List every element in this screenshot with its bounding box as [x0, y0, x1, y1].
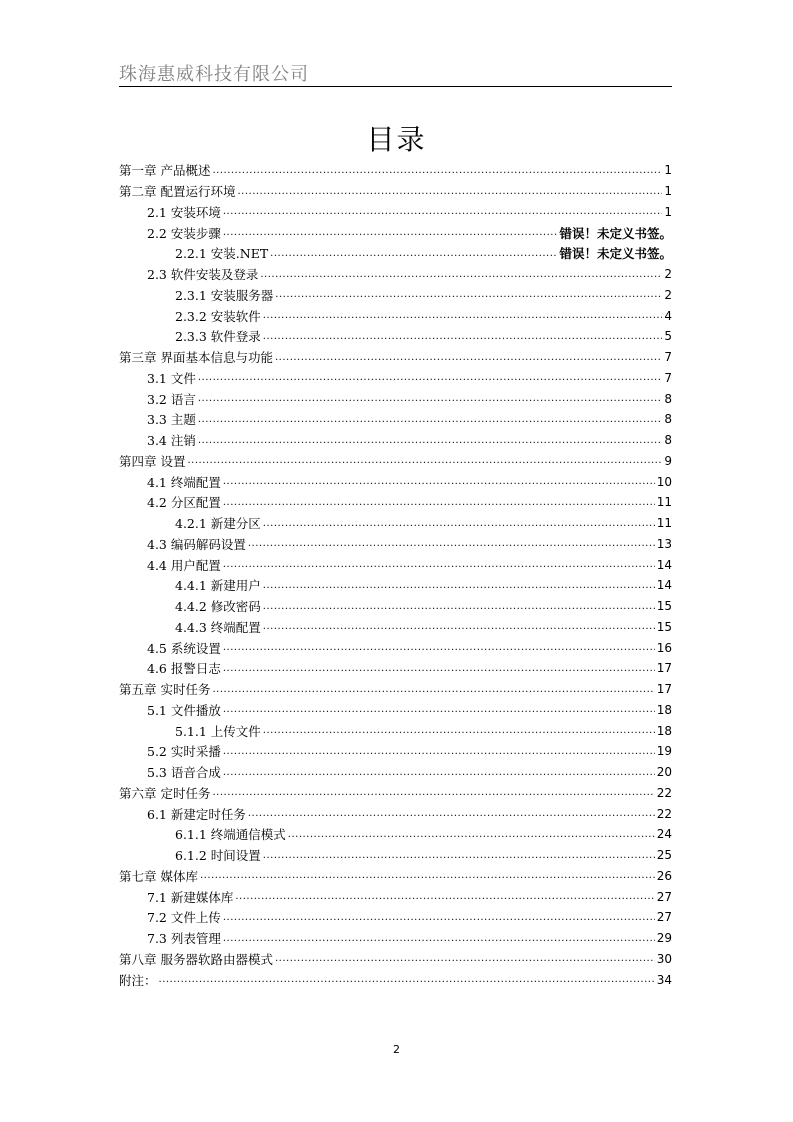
- toc-leader-dots: [200, 870, 655, 886]
- page-header: [119, 58, 672, 87]
- company-name: 珠海惠威科技有限公司: [119, 64, 309, 85]
- toc-leader-dots: [159, 974, 655, 990]
- toc-entry-page: 27: [656, 889, 672, 904]
- toc-leader-dots: [270, 248, 557, 264]
- toc-entry-label: 4.4.1 新建用户: [175, 578, 261, 594]
- toc-entry-bookmark-error: 错误！未定义书签。: [559, 225, 672, 241]
- toc-entry-label: 6.1 新建定时任务: [147, 806, 246, 822]
- toc-entry[interactable]: [119, 554, 672, 575]
- toc-entry-label: 第二章 配置运行环境: [119, 184, 236, 200]
- toc-entry[interactable]: [119, 928, 672, 949]
- toc-entry[interactable]: [119, 264, 672, 285]
- toc-entry[interactable]: [119, 181, 672, 202]
- toc-entry-page: 14: [656, 578, 672, 593]
- toc-entry[interactable]: [119, 471, 672, 492]
- toc-leader-dots: [198, 393, 663, 409]
- toc-entry-page: 13: [656, 536, 672, 551]
- toc-entry-page: 18: [656, 702, 672, 717]
- toc-entry[interactable]: [119, 783, 672, 804]
- toc-entry[interactable]: [119, 803, 672, 824]
- toc-entry-label: 3.3 主题: [147, 412, 196, 428]
- toc-entry-page: 7: [664, 370, 672, 385]
- toc-entry[interactable]: [119, 824, 672, 845]
- toc-entry[interactable]: [119, 368, 672, 389]
- toc-entry-label: 2.3.1 安装服务器: [175, 287, 274, 303]
- toc-entry[interactable]: [119, 409, 672, 430]
- toc-entry[interactable]: [119, 845, 672, 866]
- toc-entry-label: 第七章 媒体库: [119, 868, 198, 884]
- toc-entry-label: 5.3 语音合成: [147, 765, 221, 781]
- toc-entry-page: 30: [656, 951, 672, 966]
- toc-entry-page: 34: [656, 972, 672, 987]
- toc-leader-dots: [223, 933, 655, 949]
- toc-entry-label: 7.1 新建媒体库: [147, 889, 234, 905]
- toc-entry-page: 22: [656, 806, 672, 821]
- toc-leader-dots: [288, 829, 655, 845]
- toc-entry-page: 1: [664, 204, 672, 219]
- toc-entry-page: 22: [656, 785, 672, 800]
- toc-leader-dots: [223, 206, 663, 222]
- toc-entry[interactable]: [119, 596, 672, 617]
- toc-entry[interactable]: [119, 949, 672, 970]
- toc-leader-dots: [235, 891, 654, 907]
- toc-leader-dots: [223, 497, 655, 513]
- toc-entry[interactable]: [119, 886, 672, 907]
- toc-entry-page: 4: [664, 308, 672, 323]
- toc-entry[interactable]: [119, 305, 672, 326]
- toc-entry[interactable]: [119, 637, 672, 658]
- toc-entry-page: 8: [664, 391, 672, 406]
- toc-entry-label: 4.5 系统设置: [147, 640, 221, 656]
- toc-leader-dots: [275, 289, 662, 305]
- toc-entry[interactable]: [119, 700, 672, 721]
- toc-entry-page: 27: [656, 910, 672, 925]
- toc-entry[interactable]: [119, 326, 672, 347]
- toc-entry[interactable]: [119, 202, 672, 223]
- toc-leader-dots: [198, 414, 663, 430]
- toc-entry-page: 15: [656, 619, 672, 634]
- toc-entry[interactable]: [119, 160, 672, 181]
- toc-entry-label: 2.1 安装环境: [147, 204, 221, 220]
- toc-entry-label: 2.2.1 安装.NET: [175, 246, 269, 262]
- toc-entry-label: 4.2.1 新建分区: [175, 516, 261, 532]
- toc-leader-dots: [198, 435, 663, 451]
- page-number: 2: [393, 1043, 400, 1056]
- toc-leader-dots: [263, 580, 655, 596]
- toc-entry-label: 第三章 界面基本信息与功能: [119, 350, 273, 366]
- toc-leader-dots: [275, 352, 662, 368]
- toc-entry-label: 3.4 注销: [147, 433, 196, 449]
- toc-entry-page: 11: [656, 516, 672, 531]
- toc-entry-page: 8: [664, 433, 672, 448]
- toc-leader-dots: [263, 310, 663, 326]
- toc-entry-page: 10: [656, 474, 672, 489]
- toc-entry[interactable]: [119, 866, 672, 887]
- toc-leader-dots: [223, 642, 655, 658]
- toc-leader-dots: [263, 621, 655, 637]
- toc-entry-label: 3.1 文件: [147, 370, 196, 386]
- toc-entry[interactable]: [119, 451, 672, 472]
- toc-leader-dots: [237, 186, 662, 202]
- toc-entry-page: 8: [664, 412, 672, 427]
- toc-entry-page: 16: [656, 640, 672, 655]
- toc-leader-dots: [248, 538, 655, 554]
- toc-leader-dots: [223, 912, 655, 928]
- toc-entry[interactable]: [119, 679, 672, 700]
- toc-entry-label: 2.3.2 安装软件: [175, 308, 261, 324]
- toc-entry-label: 第六章 定时任务: [119, 785, 211, 801]
- toc-entry-label: 第四章 设置: [119, 453, 186, 469]
- toc-entry-label: 第五章 实时任务: [119, 682, 211, 698]
- toc-leader-dots: [212, 684, 654, 700]
- toc-leader-dots: [223, 476, 655, 492]
- toc-entry[interactable]: [119, 347, 672, 368]
- toc-entry[interactable]: [119, 388, 672, 409]
- toc-entry-label: 第一章 产品概述: [119, 163, 211, 179]
- toc-leader-dots: [223, 227, 558, 243]
- toc-entry-label: 5.1 文件播放: [147, 702, 221, 718]
- toc-leader-dots: [223, 767, 655, 783]
- toc-entry[interactable]: [119, 492, 672, 513]
- toc-entry-page: 5: [664, 329, 672, 344]
- toc-leader-dots: [187, 455, 662, 471]
- toc-entry-page: 29: [656, 931, 672, 946]
- toc-entry-label: 6.1.2 时间设置: [175, 848, 261, 864]
- toc-entry-page: 11: [656, 495, 672, 510]
- toc-entry-label: 7.3 列表管理: [147, 931, 221, 947]
- table-of-contents: [119, 160, 672, 990]
- toc-entry[interactable]: [119, 285, 672, 306]
- toc-leader-dots: [212, 165, 662, 181]
- toc-entry[interactable]: [119, 513, 672, 534]
- toc-entry-label: 3.2 语言: [147, 391, 196, 407]
- toc-entry[interactable]: [119, 907, 672, 928]
- toc-leader-dots: [263, 518, 655, 534]
- toc-leader-dots: [263, 331, 663, 347]
- toc-entry-label: 4.4.3 终端配置: [175, 619, 261, 635]
- toc-entry-page: 26: [656, 868, 672, 883]
- toc-entry-page: 14: [656, 557, 672, 572]
- toc-leader-dots: [263, 725, 655, 741]
- toc-entry-page: 24: [656, 827, 672, 842]
- toc-entry[interactable]: [119, 762, 672, 783]
- toc-entry[interactable]: [119, 617, 672, 638]
- toc-entry[interactable]: [119, 741, 672, 762]
- toc-entry-label: 4.2 分区配置: [147, 495, 221, 511]
- toc-leader-dots: [263, 850, 655, 866]
- toc-entry[interactable]: [119, 658, 672, 679]
- toc-leader-dots: [275, 953, 655, 969]
- toc-entry-label: 4.3 编码解码设置: [147, 536, 246, 552]
- toc-entry-page: 1: [664, 163, 672, 178]
- toc-entry-page: 7: [664, 350, 672, 365]
- toc-entry-page: 1: [664, 184, 672, 199]
- toc-leader-dots: [223, 559, 655, 575]
- toc-entry[interactable]: [119, 720, 672, 741]
- toc-entry[interactable]: [119, 222, 672, 243]
- toc-leader-dots: [260, 269, 662, 285]
- toc-entry-label: 附注：: [119, 972, 157, 988]
- toc-entry-label: 5.1.1 上传文件: [175, 723, 261, 739]
- toc-entry-page: 2: [664, 267, 672, 282]
- toc-entry-label: 7.2 文件上传: [147, 910, 221, 926]
- toc-entry-label: 2.3 软件安装及登录: [147, 267, 259, 283]
- toc-leader-dots: [212, 787, 654, 803]
- toc-entry-label: 4.4.2 修改密码: [175, 599, 261, 615]
- toc-entry-page: 17: [656, 682, 672, 697]
- toc-leader-dots: [223, 704, 655, 720]
- toc-entry[interactable]: [119, 534, 672, 555]
- toc-entry-page: 18: [656, 723, 672, 738]
- toc-leader-dots: [248, 808, 655, 824]
- toc-entry-page: 15: [656, 599, 672, 614]
- toc-leader-dots: [263, 601, 655, 617]
- toc-entry[interactable]: [119, 243, 672, 264]
- toc-entry-label: 2.2 安装步骤: [147, 225, 221, 241]
- toc-entry-label: 第八章 服务器软路由器模式: [119, 951, 273, 967]
- toc-entry-label: 2.3.3 软件登录: [175, 329, 261, 345]
- toc-leader-dots: [198, 372, 663, 388]
- toc-entry-label: 4.6 报警日志: [147, 661, 221, 677]
- toc-entry-label: 4.4 用户配置: [147, 557, 221, 573]
- toc-entry-label: 6.1.1 终端通信模式: [175, 827, 286, 843]
- toc-entry-page: 25: [656, 848, 672, 863]
- toc-entry-page: 17: [656, 661, 672, 676]
- toc-entry-bookmark-error: 错误！未定义书签。: [559, 246, 672, 262]
- toc-entry-page: 20: [656, 765, 672, 780]
- toc-entry-label: 5.2 实时采播: [147, 744, 221, 760]
- toc-entry-label: 4.1 终端配置: [147, 474, 221, 490]
- toc-leader-dots: [223, 663, 655, 679]
- toc-entry[interactable]: [119, 575, 672, 596]
- toc-title: 目录: [366, 123, 427, 156]
- toc-entry-page: 2: [664, 287, 672, 302]
- toc-entry[interactable]: [119, 969, 672, 990]
- toc-entry-page: 19: [656, 744, 672, 759]
- toc-leader-dots: [223, 746, 655, 762]
- toc-entry-page: 9: [664, 453, 672, 468]
- toc-entry[interactable]: [119, 430, 672, 451]
